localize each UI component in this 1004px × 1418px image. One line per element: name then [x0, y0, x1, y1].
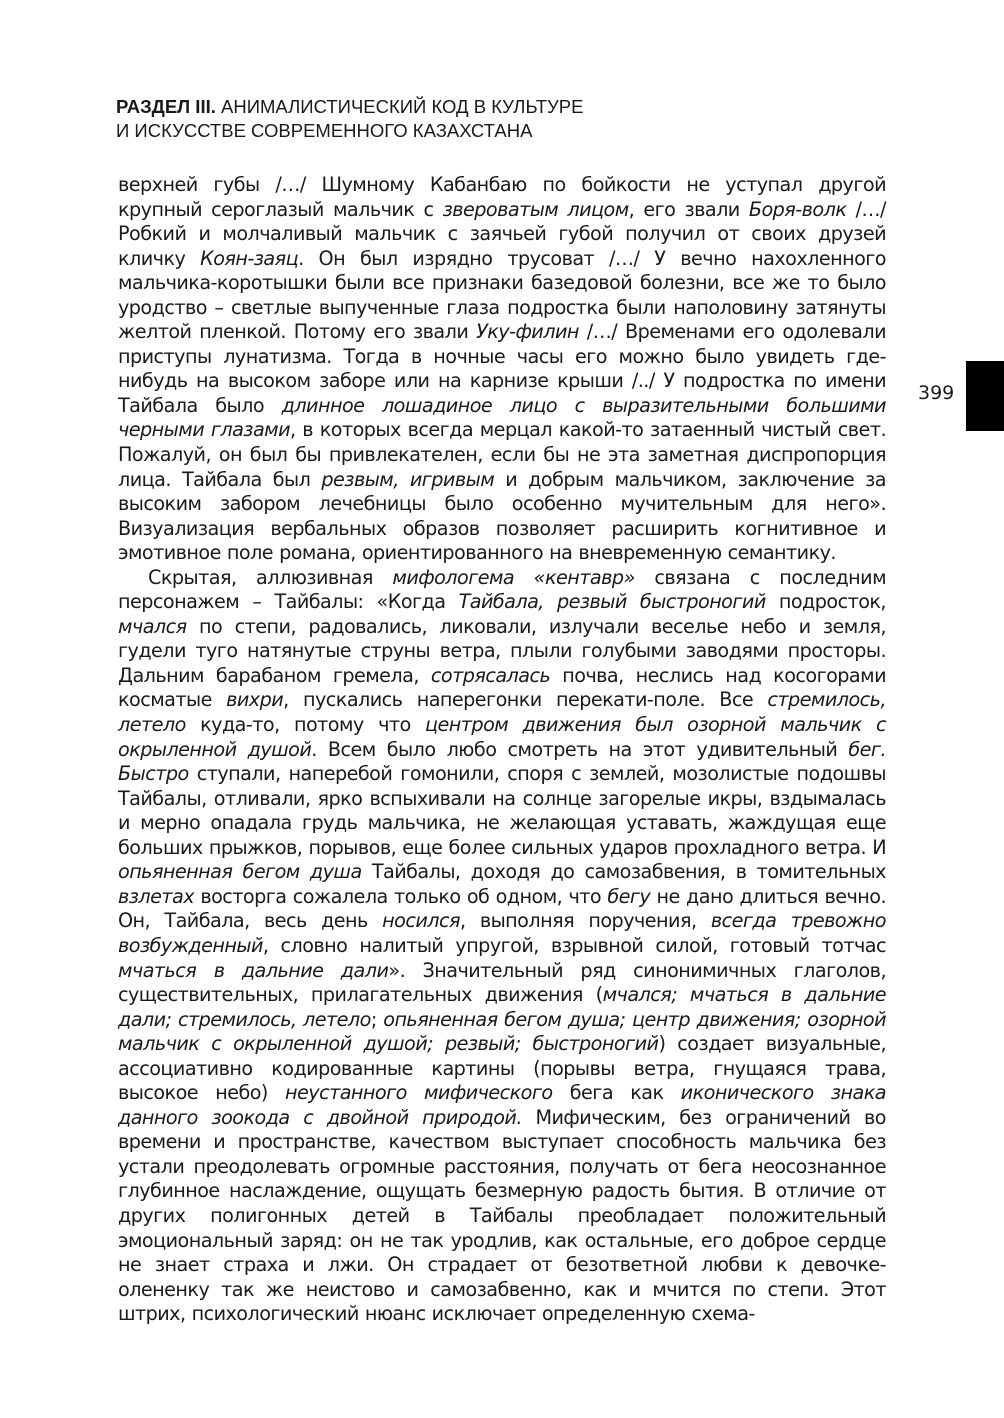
- text-run: ;: [370, 1007, 384, 1031]
- text-run: . Всем было любо смотреть на этот удивительный: [311, 737, 849, 761]
- italic-phrase: стремилось, летело: [118, 688, 886, 737]
- paragraph-1: [118, 173, 886, 566]
- italic-phrase: сотрясалась: [430, 663, 551, 687]
- text-run: восторга сожалела только об одном, что: [194, 884, 608, 908]
- text-run: Мифическим, без ограничений во времени и пространстве, качеством выступает способность мальчика без устали преодолевать огромные расстояния, получать от бега неосознанное глубинное наслаждение, ощущать безмерную радость бытия. В отличие от других полигонных детей в Тайбалы преобладает положительный эмоциональный заряд: он не так уродлив, как остальные, его доброе сердце не знает страха и лжи. Он страдает от безответной любви к девочке-олененку так же неистово и самозабвенно, как и мчится по степи. Этот штрих, психологический нюанс исключает определенную схема-: [118, 1105, 886, 1326]
- italic-phrase: Коян-заяц: [200, 246, 299, 270]
- italic-phrase: Тайбала, резвый быстроногий: [458, 590, 766, 614]
- text-run: /…/ Робкий и молчаливый мальчик с заячьей губой получил от своих друзей кличку: [118, 197, 886, 270]
- italic-phrase: всегда тревожно возбужденный: [118, 909, 886, 957]
- italic-phrase: неустанного мифического: [285, 1081, 553, 1105]
- italic-phrase: мифологема «кентавр»: [392, 565, 635, 589]
- italic-phrase: звероватым лицом: [442, 197, 629, 221]
- text-run: ступали, наперебой гомонили, споря с землей, мозолистые подошвы Тайбалы, отливали, ярко вспыхивали на солнце загорелые икры, вздымалась и мерно опадала грудь мальчика, не желающая уставать, жаждущая еще больших прыжков, порывов, еще более сильных ударов прохладного ветра. И: [118, 762, 886, 859]
- section-title-part-1: АНИМАЛИСТИЧЕСКИЙ КОД В КУЛЬТУРЕ: [215, 96, 584, 117]
- italic-phrase: бегу: [607, 884, 651, 908]
- text-run: Скрытая, аллюзивная: [148, 565, 393, 589]
- text-run: /…/ Временами его одолевали приступы лунатизма. Тогда в ночные часы его можно было увидеть где-нибудь на высоком заборе или на карнизе крыши /../ У подростка по имени Тайбала было: [118, 320, 887, 417]
- text-run: верхней губы /…/ Шумному Кабанбаю по бойкости не уступал другой крупный сероглазый мальчик с: [118, 173, 886, 221]
- italic-phrase: мчаться в дальние дали: [118, 958, 389, 982]
- body-text: [118, 173, 886, 1327]
- italic-phrase: резвым, игривым: [321, 467, 495, 491]
- italic-phrase: центром движения был озорной мальчик с окрыленной душой: [118, 713, 886, 761]
- italic-phrase: мчался; мчаться в дальние дали; стремилось, летело: [118, 983, 886, 1031]
- text-run: Тайбалы, доходя до самозабвения, в томительных: [361, 860, 886, 884]
- text-run: ». Значительный ряд синонимичных глаголов, существительных, прилагательных движения (: [118, 958, 886, 1007]
- running-header: [116, 95, 816, 143]
- paragraph-2: [118, 566, 886, 1327]
- italic-phrase: вихри: [226, 688, 284, 712]
- text-run: ) создает визуальные, ассоциативно кодированные картины (порывы ветра, гнущаяся трава, высокое небо): [118, 1032, 886, 1105]
- text-run: не дано длиться вечно. Он, Тайбала, весь день: [118, 884, 886, 933]
- text-run: , словно налитый упругой, взрывной силой, готовый тотчас: [262, 933, 886, 957]
- italic-phrase: Боря-волк: [748, 197, 847, 221]
- text-run: , его звали: [628, 197, 749, 221]
- text-run: , пускались наперегонки перекати-поле. Все: [283, 688, 768, 712]
- thumb-index-tab: [966, 361, 1004, 431]
- section-label: РАЗДЕЛ III.: [116, 96, 216, 117]
- italic-phrase: длинное лошадиное лицо с выразительными большими черными глазами: [118, 393, 886, 442]
- italic-phrase: бег. Быстро: [118, 737, 887, 786]
- text-run: и добрым мальчиком, заключение за высоким забором лечебницы было особенно мучительным для него». Визуализация вербальных образов позволяет расширить когнитивное и эмотивное поле романа, ориентированного на вневременную семантику.: [118, 467, 887, 565]
- page-number: 399: [918, 382, 955, 404]
- italic-phrase: иконического знака данного зоокода с двойной природой.: [118, 1081, 886, 1129]
- text-run: подросток,: [765, 590, 886, 614]
- italic-phrase: мчался: [118, 614, 187, 638]
- text-run: связана с последним персонажем – Тайбалы: «Когда: [118, 565, 887, 614]
- text-run: почва, неслись над косогорами косматые: [118, 663, 886, 712]
- text-run: по степи, радовались, ликовали, излучали веселье небо и земля, гудели туго натянутые струны ветра, плыли голубыми заводями просторы. Дальним барабаном гремела,: [118, 614, 886, 687]
- italic-phrase: Уку-филин: [476, 320, 579, 344]
- italic-phrase: взлетах: [118, 884, 195, 908]
- italic-phrase: опьяненная бегом душа: [118, 860, 362, 884]
- italic-phrase: носился: [382, 909, 460, 933]
- text-run: , в которых всегда мерцал какой-то затаенный чистый свет. Пожалуй, он был бы привлекателен, если бы не эта заметная диспропорция лица. Тайбала был: [118, 418, 886, 491]
- italic-phrase: опьяненная бегом душа; центр движения; озорной мальчик с окрыленной душой; резвый; быстроногий: [118, 1007, 886, 1056]
- text-run: бега как: [552, 1081, 681, 1105]
- section-title-part-2: И ИСКУССТВЕ СОВРЕМЕННОГО КАЗАХСТАНА: [116, 120, 533, 141]
- text-run: , выполняя поручения,: [459, 909, 711, 933]
- header-line-1: [116, 95, 816, 119]
- text-run: . Он был изрядно трусоват /…/ У вечно нахохленного мальчика-коротышки были все признаки базедовой болезни, все же то было уродство – светлые выпученные глаза подростка были наполовину затянуты желтой пленкой. Потому его звали: [118, 246, 886, 344]
- text-run: куда-то, потому что: [185, 713, 426, 737]
